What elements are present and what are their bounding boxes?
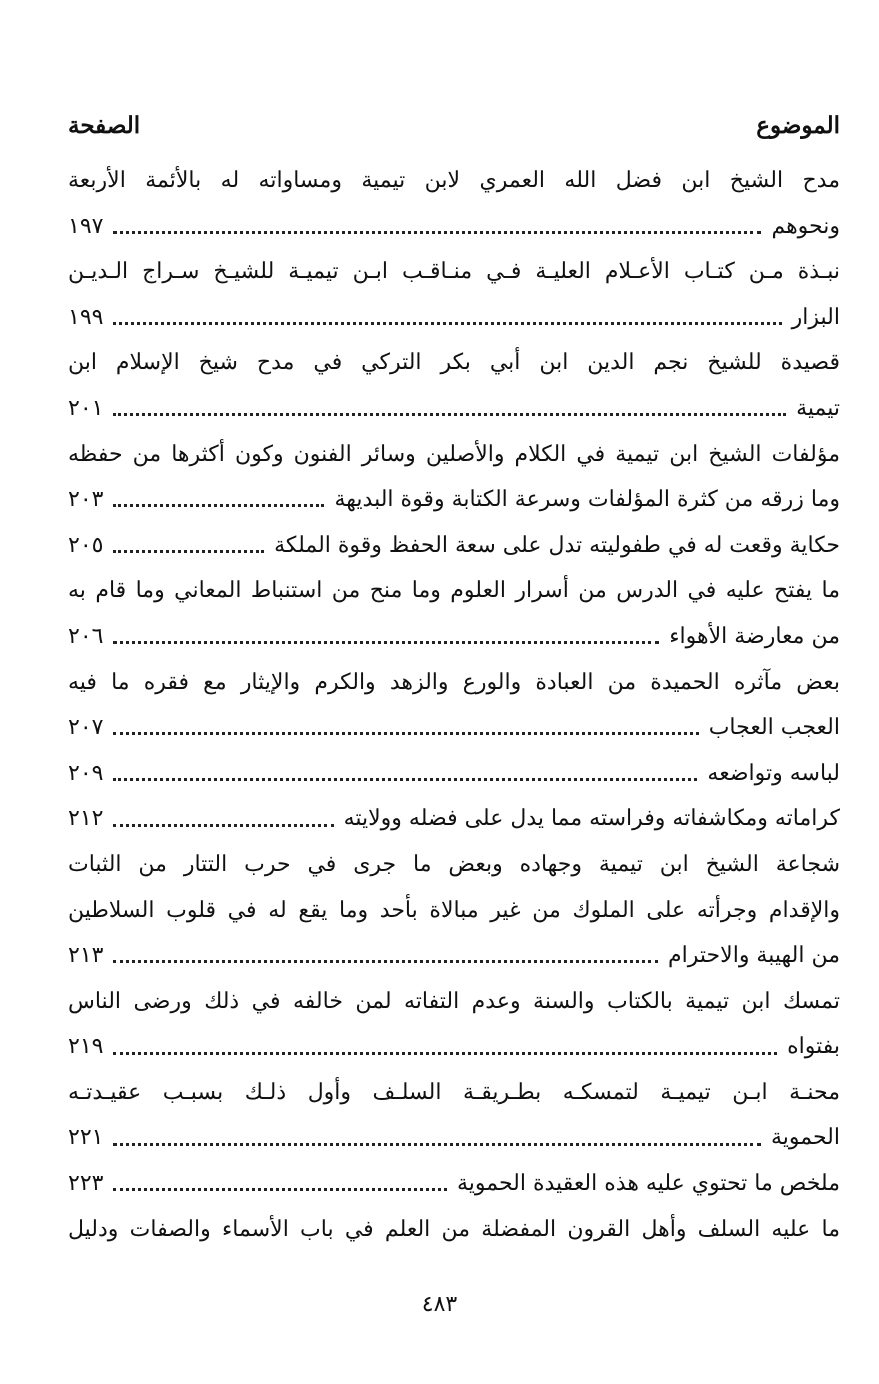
entry-page-number: ١٩٩ bbox=[68, 304, 104, 330]
index-entry bbox=[68, 660, 840, 751]
entry-final-line bbox=[68, 204, 840, 250]
entry-line: ما عليه السلف وأهل القرون المفضلة من العلم في باب الأسماء والصفات ودليل bbox=[68, 1216, 840, 1242]
entry-line: تمسك ابن تيمية بالكتاب والسنة وعدم التفاته لمن خالفه في ذلك ورضى الناس bbox=[68, 988, 840, 1014]
dot-leader bbox=[113, 732, 698, 735]
dot-leader bbox=[113, 550, 264, 553]
index-entry bbox=[68, 1207, 840, 1253]
entry-line: شجاعة الشيخ ابن تيمية وجهاده وبعض ما جرى في حرب التتار من الثبات bbox=[68, 851, 840, 877]
entry-final-line bbox=[68, 386, 840, 432]
entry-page-number: ٢٠٣ bbox=[68, 487, 104, 513]
entry-title-end: حكاية وقعت له في طفوليته تدل على سعة الحفظ وقوة الملكة bbox=[274, 532, 840, 558]
entry-page-number: ٢٠١ bbox=[68, 395, 104, 421]
entry-final-line bbox=[68, 705, 840, 751]
entry-page-number: ١٩٧ bbox=[68, 213, 104, 239]
entry-title-end: بفتواه bbox=[787, 1034, 840, 1060]
entry-final-line bbox=[68, 751, 840, 797]
entry-page-number: ٢٠٥ bbox=[68, 532, 104, 558]
topic-column-heading: الموضوع bbox=[756, 112, 840, 139]
entry-page-number: ٢١٢ bbox=[68, 806, 104, 832]
index-entry bbox=[68, 1070, 840, 1161]
entry-title-end: تيمية bbox=[796, 395, 840, 421]
entry-final-line bbox=[68, 477, 840, 523]
index-entry bbox=[68, 796, 840, 842]
entry-page-number: ٢٠٩ bbox=[68, 760, 104, 786]
entry-final-line bbox=[68, 933, 840, 979]
entry-final-line bbox=[68, 1024, 840, 1070]
index-entry bbox=[68, 568, 840, 659]
entry-line: والإقدام وجرأته على الملوك من غير مبالاة بأحد وما يقع له في قلوب السلاطين bbox=[68, 897, 840, 923]
entry-title-end: لباسه وتواضعه bbox=[707, 760, 840, 786]
dot-leader bbox=[113, 1188, 447, 1191]
entry-title-end: البزار bbox=[791, 304, 840, 330]
dot-leader bbox=[113, 824, 333, 827]
entry-title-end: ملخص ما تحتوي عليه هذه العقيدة الحموية bbox=[456, 1171, 840, 1197]
entry-line: محنـة ابـن تيميـة لتمسكـه بطـريقـة السلـف وأول ذلـك بسبـب عقيـدتـه bbox=[68, 1079, 840, 1105]
index-entry bbox=[68, 432, 840, 523]
entry-title-end: الحموية bbox=[770, 1125, 840, 1151]
entry-page-number: ٢٠٧ bbox=[68, 715, 104, 741]
entry-line: بعض مآثره الحميدة من العبادة والورع والزهد والكرم والإيثار مع فقره ما فيه bbox=[68, 669, 840, 695]
index-entry bbox=[68, 158, 840, 249]
entry-line: ما يفتح عليه في الدرس من أسرار العلوم وما منح من استنباط المعاني وما قام به bbox=[68, 578, 840, 604]
entry-final-line bbox=[68, 295, 840, 341]
entry-final-line bbox=[68, 1115, 840, 1161]
dot-leader bbox=[113, 1052, 777, 1055]
entry-title-end: من معارضة الأهواء bbox=[669, 623, 840, 649]
entry-final-line bbox=[68, 614, 840, 660]
index-header bbox=[68, 112, 840, 158]
index-entry bbox=[68, 751, 840, 797]
dot-leader bbox=[113, 322, 781, 325]
entry-title-end: من الهيبة والاحترام bbox=[668, 943, 840, 969]
entry-line: قصيدة للشيخ نجم الدين ابن أبي بكر التركي في مدح شيخ الإسلام ابن bbox=[68, 350, 840, 376]
entry-title-end: ونحوهم bbox=[771, 213, 840, 239]
index-entry bbox=[68, 523, 840, 569]
entry-title-end: وما زرقه من كثرة المؤلفات وسرعة الكتابة وقوة البديهة bbox=[334, 487, 840, 513]
dot-leader bbox=[113, 778, 697, 781]
index-entry bbox=[68, 842, 840, 979]
entry-line: مؤلفات الشيخ ابن تيمية في الكلام والأصلين وسائر الفنون وكون أكثرها من حفظه bbox=[68, 441, 840, 467]
dot-leader bbox=[113, 413, 786, 416]
entry-page-number: ٢٢١ bbox=[68, 1125, 104, 1151]
entry-line: مدح الشيخ ابن فضل الله العمري لابن تيمية ومساواته له بالأئمة الأربعة bbox=[68, 168, 840, 193]
entry-title-end: كراماته ومكاشفاته وفراسته مما يدل على فضله وولايته bbox=[343, 806, 840, 832]
dot-leader bbox=[113, 504, 324, 507]
index-entry bbox=[68, 249, 840, 340]
entry-page-number: ٢٢٣ bbox=[68, 1171, 104, 1197]
dot-leader bbox=[113, 231, 761, 234]
index-entry bbox=[68, 340, 840, 431]
entry-title-end: العجب العجاب bbox=[708, 715, 840, 741]
index-entry bbox=[68, 979, 840, 1070]
dot-leader bbox=[113, 960, 658, 963]
entry-page-number: ٢١٩ bbox=[68, 1034, 104, 1060]
entry-page-number: ٢٠٦ bbox=[68, 623, 104, 649]
index-entries bbox=[68, 158, 840, 1252]
entry-final-line bbox=[68, 523, 840, 569]
entry-final-line bbox=[68, 796, 840, 842]
page-column-heading: الصفحة bbox=[68, 112, 141, 139]
entry-line: نبـذة مـن كتـاب الأعـلام العليـة فـي منـاقـب ابـن تيميـة للشيـخ سـراج الـديـن bbox=[68, 259, 840, 285]
entry-page-number: ٢١٣ bbox=[68, 943, 104, 969]
page-number: ٤٨٣ bbox=[421, 1292, 458, 1317]
entry-final-line bbox=[68, 1161, 840, 1207]
dot-leader bbox=[113, 1143, 761, 1146]
dot-leader bbox=[113, 641, 659, 644]
index-entry bbox=[68, 1161, 840, 1207]
index-page bbox=[68, 112, 840, 1252]
